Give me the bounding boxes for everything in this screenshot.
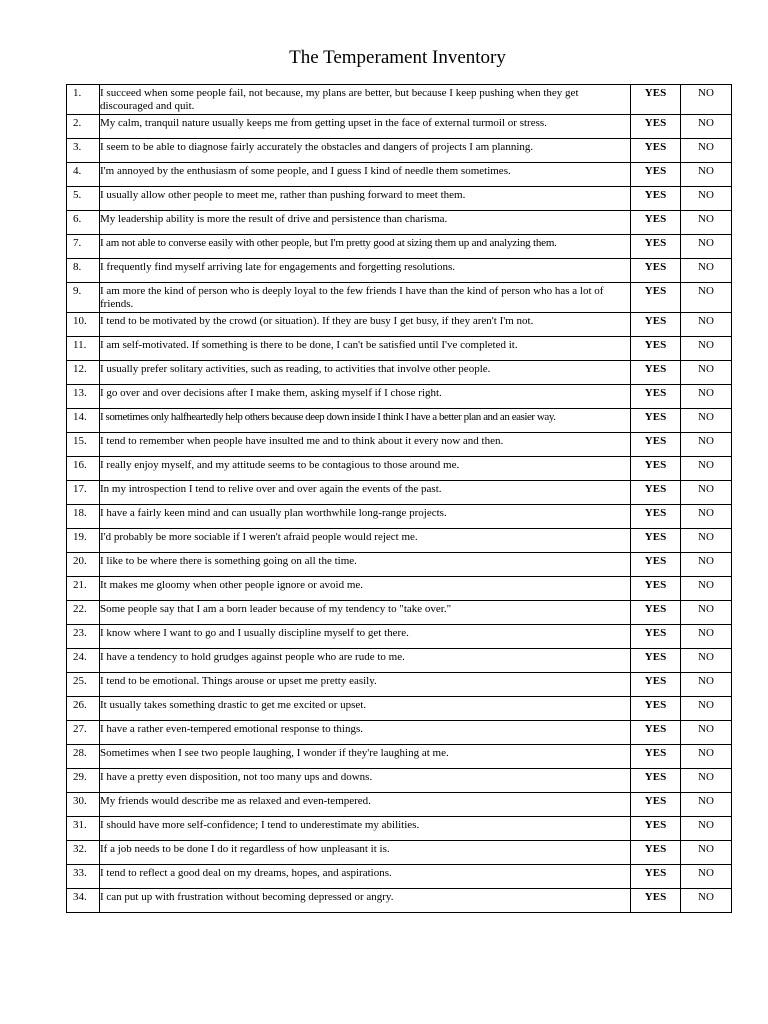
yes-option[interactable]: YES	[631, 187, 681, 211]
yes-option[interactable]: YES	[631, 769, 681, 793]
item-number: 10.	[67, 313, 100, 337]
item-number: 2.	[67, 115, 100, 139]
yes-option[interactable]: YES	[631, 577, 681, 601]
item-statement: I tend to reflect a good deal on my dreams, hopes, and aspirations.	[100, 865, 631, 889]
item-statement: I seem to be able to diagnose fairly accurately the obstacles and dangers of projects I am planning.	[100, 139, 631, 163]
item-statement: I have a tendency to hold grudges against people who are rude to me.	[100, 649, 631, 673]
table-row	[67, 187, 732, 211]
item-number: 9.	[67, 283, 100, 313]
no-option[interactable]: NO	[681, 139, 732, 163]
table-row	[67, 673, 732, 697]
yes-option[interactable]: YES	[631, 649, 681, 673]
no-option[interactable]: NO	[681, 865, 732, 889]
item-number: 25.	[67, 673, 100, 697]
item-number: 17.	[67, 481, 100, 505]
item-statement: I frequently find myself arriving late for engagements and forgetting resolutions.	[100, 259, 631, 283]
table-row	[67, 163, 732, 187]
item-statement: I can put up with frustration without becoming depressed or angry.	[100, 889, 631, 913]
no-option[interactable]: NO	[681, 793, 732, 817]
item-statement: I am not able to converse easily with other people, but I'm pretty good at sizing them up and analyzing them.	[100, 235, 631, 259]
item-statement: I have a fairly keen mind and can usually plan worthwhile long-range projects.	[100, 505, 631, 529]
yes-option[interactable]: YES	[631, 793, 681, 817]
table-row	[67, 745, 732, 769]
no-option[interactable]: NO	[681, 841, 732, 865]
table-row	[67, 85, 732, 115]
yes-option[interactable]: YES	[631, 865, 681, 889]
item-statement: I am more the kind of person who is deeply loyal to the few friends I have than the kind of person who has a lot of friends.	[100, 283, 631, 313]
item-number: 32.	[67, 841, 100, 865]
yes-option[interactable]: YES	[631, 697, 681, 721]
item-statement: If a job needs to be done I do it regardless of how unpleasant it is.	[100, 841, 631, 865]
item-number: 33.	[67, 865, 100, 889]
item-statement: I sometimes only halfheartedly help others because deep down inside I think I have a better plan and an easier way.	[100, 409, 631, 433]
no-option[interactable]: NO	[681, 745, 732, 769]
item-statement: I'd probably be more sociable if I weren't afraid people would reject me.	[100, 529, 631, 553]
item-number: 5.	[67, 187, 100, 211]
item-number: 15.	[67, 433, 100, 457]
yes-option[interactable]: YES	[631, 313, 681, 337]
table-row	[67, 841, 732, 865]
no-option[interactable]: NO	[681, 433, 732, 457]
item-statement: I really enjoy myself, and my attitude seems to be contagious to those around me.	[100, 457, 631, 481]
no-option[interactable]: NO	[681, 85, 732, 115]
item-number: 1.	[67, 85, 100, 115]
table-row	[67, 481, 732, 505]
table-row	[67, 313, 732, 337]
yes-option[interactable]: YES	[631, 481, 681, 505]
no-option[interactable]: NO	[681, 697, 732, 721]
no-option[interactable]: NO	[681, 163, 732, 187]
page-title: The Temperament Inventory	[289, 47, 506, 68]
no-option[interactable]: NO	[681, 625, 732, 649]
item-number: 19.	[67, 529, 100, 553]
item-number: 8.	[67, 259, 100, 283]
no-option[interactable]: NO	[681, 481, 732, 505]
yes-option[interactable]: YES	[631, 889, 681, 913]
inventory-table	[66, 84, 732, 913]
item-number: 27.	[67, 721, 100, 745]
item-statement: My leadership ability is more the result of drive and persistence than charisma.	[100, 211, 631, 235]
item-statement: I'm annoyed by the enthusiasm of some people, and I guess I kind of needle them sometimes.	[100, 163, 631, 187]
no-option[interactable]: NO	[681, 505, 732, 529]
table-row	[67, 601, 732, 625]
item-statement: I succeed when some people fail, not because, my plans are better, but because I keep pushing when they get discouraged and quit.	[100, 85, 631, 115]
table-row	[67, 259, 732, 283]
yes-option[interactable]: YES	[631, 385, 681, 409]
item-number: 20.	[67, 553, 100, 577]
no-option[interactable]: NO	[681, 529, 732, 553]
item-number: 23.	[67, 625, 100, 649]
item-statement: I have a pretty even disposition, not too many ups and downs.	[100, 769, 631, 793]
table-row	[67, 433, 732, 457]
item-number: 11.	[67, 337, 100, 361]
yes-option[interactable]: YES	[631, 259, 681, 283]
yes-option[interactable]: YES	[631, 529, 681, 553]
yes-option[interactable]: YES	[631, 457, 681, 481]
table-row	[67, 235, 732, 259]
table-row	[67, 385, 732, 409]
table-row	[67, 553, 732, 577]
table-row	[67, 649, 732, 673]
no-option[interactable]: NO	[681, 409, 732, 433]
no-option[interactable]: NO	[681, 673, 732, 697]
yes-option[interactable]: YES	[631, 139, 681, 163]
no-option[interactable]: NO	[681, 553, 732, 577]
item-statement: I tend to be emotional. Things arouse or upset me pretty easily.	[100, 673, 631, 697]
no-option[interactable]: NO	[681, 187, 732, 211]
no-option[interactable]: NO	[681, 259, 732, 283]
table-row	[67, 625, 732, 649]
yes-option[interactable]: YES	[631, 283, 681, 313]
item-number: 16.	[67, 457, 100, 481]
item-number: 29.	[67, 769, 100, 793]
table-row	[67, 817, 732, 841]
item-number: 12.	[67, 361, 100, 385]
item-statement: I like to be where there is something going on all the time.	[100, 553, 631, 577]
no-option[interactable]: NO	[681, 889, 732, 913]
table-row	[67, 505, 732, 529]
item-number: 34.	[67, 889, 100, 913]
item-statement: I know where I want to go and I usually discipline myself to get there.	[100, 625, 631, 649]
item-number: 28.	[67, 745, 100, 769]
item-statement: My friends would describe me as relaxed and even-tempered.	[100, 793, 631, 817]
yes-option[interactable]: YES	[631, 361, 681, 385]
item-statement: I go over and over decisions after I make them, asking myself if I chose right.	[100, 385, 631, 409]
item-number: 21.	[67, 577, 100, 601]
yes-option[interactable]: YES	[631, 163, 681, 187]
yes-option[interactable]: YES	[631, 505, 681, 529]
item-statement: I tend to be motivated by the crowd (or situation). If they are busy I get busy, if they aren't I'm not.	[100, 313, 631, 337]
table-row	[67, 577, 732, 601]
yes-option[interactable]: YES	[631, 115, 681, 139]
table-row	[67, 769, 732, 793]
item-number: 13.	[67, 385, 100, 409]
item-statement: I usually prefer solitary activities, such as reading, to activities that involve other people.	[100, 361, 631, 385]
item-number: 31.	[67, 817, 100, 841]
yes-option[interactable]: YES	[631, 85, 681, 115]
item-statement: I am self-motivated. If something is there to be done, I can't be satisfied until I've completed it.	[100, 337, 631, 361]
item-number: 3.	[67, 139, 100, 163]
no-option[interactable]: NO	[681, 313, 732, 337]
item-number: 6.	[67, 211, 100, 235]
item-number: 22.	[67, 601, 100, 625]
no-option[interactable]: NO	[681, 601, 732, 625]
no-option[interactable]: NO	[681, 283, 732, 313]
item-number: 4.	[67, 163, 100, 187]
yes-option[interactable]: YES	[631, 817, 681, 841]
no-option[interactable]: NO	[681, 577, 732, 601]
item-statement: Sometimes when I see two people laughing, I wonder if they're laughing at me.	[100, 745, 631, 769]
yes-option[interactable]: YES	[631, 553, 681, 577]
table-row	[67, 793, 732, 817]
yes-option[interactable]: YES	[631, 433, 681, 457]
item-statement: Some people say that I am a born leader because of my tendency to "take over."	[100, 601, 631, 625]
item-number: 30.	[67, 793, 100, 817]
item-statement: I tend to remember when people have insulted me and to think about it every now and then.	[100, 433, 631, 457]
no-option[interactable]: NO	[681, 649, 732, 673]
table-row	[67, 529, 732, 553]
yes-option[interactable]: YES	[631, 409, 681, 433]
no-option[interactable]: NO	[681, 385, 732, 409]
yes-option[interactable]: YES	[631, 211, 681, 235]
item-number: 18.	[67, 505, 100, 529]
table-row	[67, 865, 732, 889]
no-option[interactable]: NO	[681, 769, 732, 793]
item-statement: It usually takes something drastic to get me excited or upset.	[100, 697, 631, 721]
no-option[interactable]: NO	[681, 721, 732, 745]
table-row	[67, 361, 732, 385]
yes-option[interactable]: YES	[631, 625, 681, 649]
yes-option[interactable]: YES	[631, 601, 681, 625]
no-option[interactable]: NO	[681, 235, 732, 259]
item-number: 7.	[67, 235, 100, 259]
table-row	[67, 697, 732, 721]
item-number: 24.	[67, 649, 100, 673]
table-row	[67, 721, 732, 745]
yes-option[interactable]: YES	[631, 673, 681, 697]
yes-option[interactable]: YES	[631, 337, 681, 361]
item-statement: My calm, tranquil nature usually keeps me from getting upset in the face of external turmoil or stress.	[100, 115, 631, 139]
table-row	[67, 211, 732, 235]
no-option[interactable]: NO	[681, 817, 732, 841]
no-option[interactable]: NO	[681, 115, 732, 139]
item-number: 26.	[67, 697, 100, 721]
yes-option[interactable]: YES	[631, 235, 681, 259]
table-row	[67, 139, 732, 163]
table-row	[67, 457, 732, 481]
no-option[interactable]: NO	[681, 337, 732, 361]
table-row	[67, 337, 732, 361]
table-row	[67, 409, 732, 433]
no-option[interactable]: NO	[681, 361, 732, 385]
no-option[interactable]: NO	[681, 211, 732, 235]
table-row	[67, 889, 732, 913]
yes-option[interactable]: YES	[631, 841, 681, 865]
inventory-table-body	[67, 85, 732, 913]
table-row	[67, 283, 732, 313]
yes-option[interactable]: YES	[631, 745, 681, 769]
no-option[interactable]: NO	[681, 457, 732, 481]
item-statement: In my introspection I tend to relive over and over again the events of the past.	[100, 481, 631, 505]
item-statement: I should have more self-confidence; I tend to underestimate my abilities.	[100, 817, 631, 841]
item-number: 14.	[67, 409, 100, 433]
table-row	[67, 115, 732, 139]
yes-option[interactable]: YES	[631, 721, 681, 745]
item-statement: I usually allow other people to meet me, rather than pushing forward to meet them.	[100, 187, 631, 211]
item-statement: It makes me gloomy when other people ignore or avoid me.	[100, 577, 631, 601]
item-statement: I have a rather even-tempered emotional response to things.	[100, 721, 631, 745]
